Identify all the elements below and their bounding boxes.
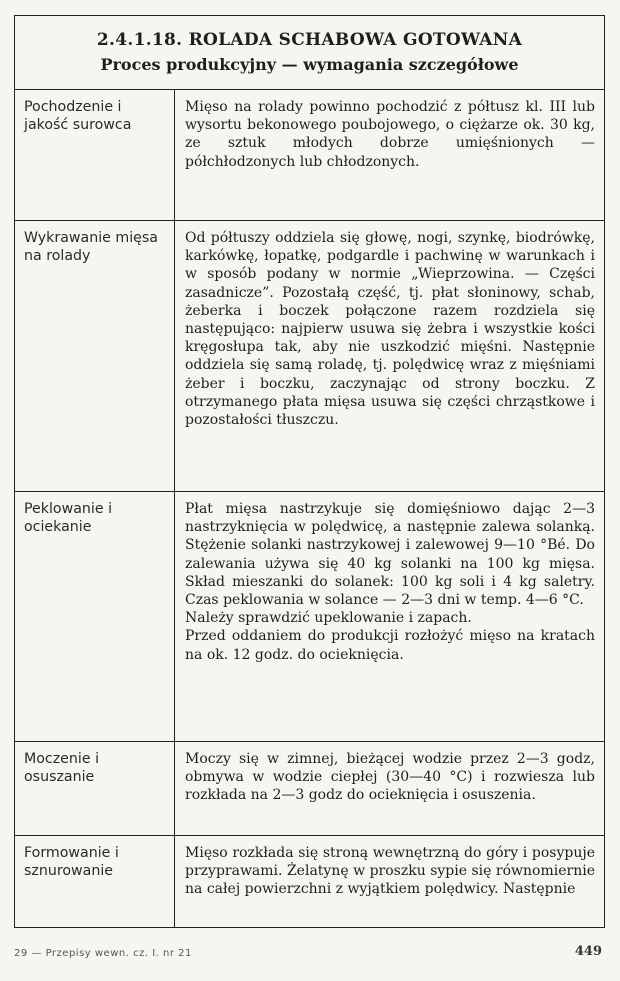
recipe-table — [14, 15, 605, 928]
row-label: Moczenie i osuszanie — [24, 751, 100, 785]
document-subtitle: Proces produkcyjny — wymagania szczegółowe — [100, 55, 519, 74]
paragraph: Płat mięsa nastrzykuje się domięśniowo dając 2—3 nastrzyknięcia w polędwicę, a następnie zalewa solanką. Stężenie solanki nastrzykowej i zalewowej 9—10 °Bé. Do zalewania używa się 40 kg solanki na 100 kg mięsa. Skład mieszanki do solanek: 100 kg soli i 4 kg saletry. Czas peklowania w solance — 2—3 dni w temp. 4—6 °C. — [185, 501, 595, 609]
column-divider — [174, 742, 175, 835]
table-row-curing — [15, 491, 604, 741]
row-content — [185, 750, 595, 805]
column-divider — [174, 836, 175, 927]
row-content — [185, 98, 595, 171]
row-label: Pochodzenie i jakość surowca — [24, 99, 132, 133]
document-title: 2.4.1.18. ROLADA SCHABOWA GOTOWANA — [96, 30, 523, 50]
paragraph: Moczy się w zimnej, bieżącej wodzie przez 2—3 godz, obmywa w wodzie ciepłej (30—40 °C) i rozwiesza lub rozkłada na 2—3 godz do ocieknięcia i osuszenia. — [185, 751, 595, 804]
column-divider — [174, 221, 175, 491]
table-row-cutting — [15, 220, 604, 491]
paragraph: Mięso na rolady powinno pochodzić z półtusz kl. III lub wysortu bekonowego poubojowego, o ciężarze ok. 30 kg, ze sztuk młodych dobrze umięśnionych — półchłodzonych lub chłodzonych. — [185, 99, 595, 170]
row-content — [185, 844, 595, 899]
paragraph: Mięso rozkłada się stroną wewnętrzną do góry i posypuje przyprawami. Żelatynę w proszku sypie się równomiernie na całej powierzchni z wyjątkiem polędwicy. Następnie — [185, 845, 595, 898]
row-content — [185, 229, 595, 429]
column-divider — [174, 492, 175, 741]
column-divider — [174, 90, 175, 220]
row-label: Wykrawanie mięsa na rolady — [24, 230, 158, 264]
page-number: 449 — [574, 944, 602, 959]
paragraph: Od półtuszy oddziela się głowę, nogi, szynkę, biodrówkę, karkówkę, łopatkę, podgardle i pachwinę w warunkach i w sposób podany w normie „Wieprzowina. — Części zasadnicze”. Pozostałą część, tj. płat słoninowy, schab, żeberka i boczek połączone razem rozdziela się następująco: najpierw usuwa się żebra i wszystkie kości kręgosłupa tak, aby nie uszkodzić mięśni. Następnie oddziela się samą roladę, tj. polędwicę wraz z mięśniami żeber i boczku, zaczynając od strony boczku. Z otrzymanego płata mięsa usuwa się części chrząstkowe i pozostałości tłuszczu. — [185, 230, 595, 429]
footer-reference: 29 — Przepisy wewn. cz. I. nr 21 — [14, 948, 192, 959]
table-row-forming — [15, 835, 604, 927]
paragraph: Przed oddaniem do produkcji rozłożyć mięso na kratach na ok. 12 godz. do ocieknięcia. — [185, 628, 595, 663]
paragraph: Należy sprawdzić upeklowanie i zapach. — [185, 610, 472, 627]
table-row-soaking — [15, 741, 604, 835]
row-content — [185, 500, 595, 664]
table-row-origin — [15, 90, 604, 220]
table-header — [15, 16, 604, 90]
row-label: Peklowanie i ociekanie — [24, 501, 113, 535]
row-label: Formowanie i sznurowanie — [24, 845, 119, 879]
